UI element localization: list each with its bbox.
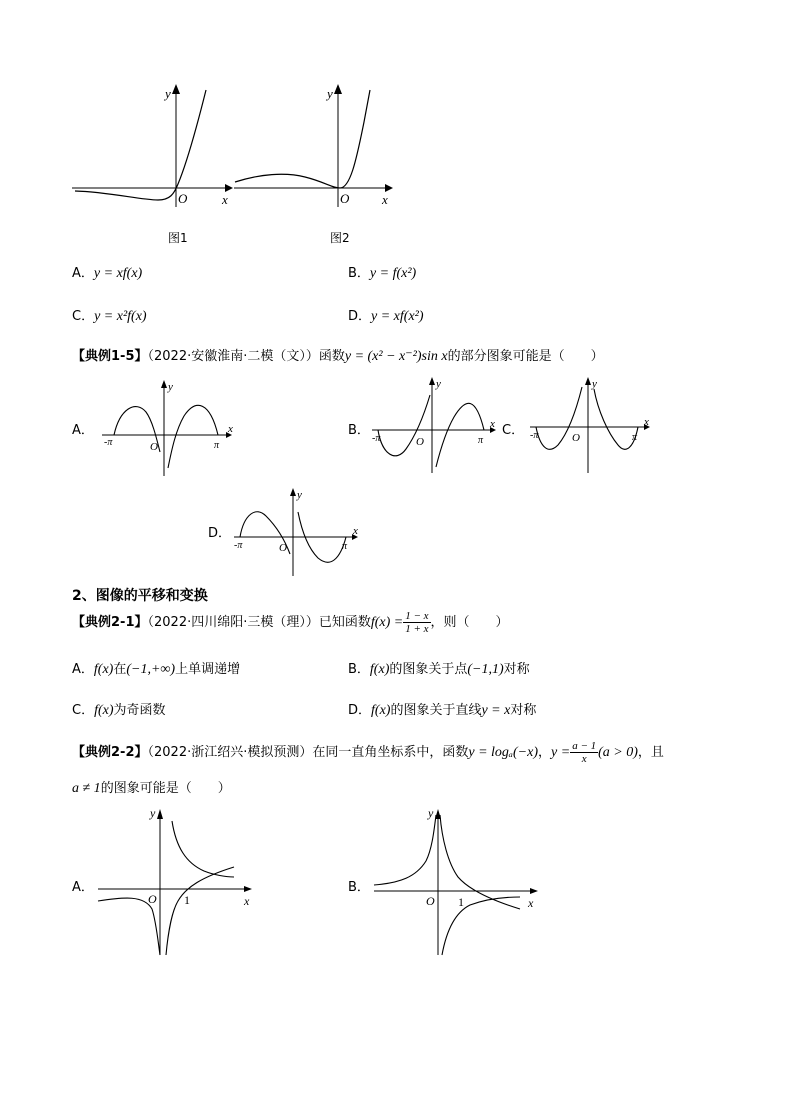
q22b-origin: O <box>426 894 435 908</box>
fig2-caption: 图2 <box>330 231 350 245</box>
q21-fraction: $\frac{1 - x}{1 + x}$ <box>405 610 429 635</box>
q15c-origin: O <box>572 432 580 444</box>
section-2-title: 2、图像的平移和变换 <box>72 588 208 604</box>
q15d-negpi: -π <box>234 540 243 551</box>
q15-graph-c[interactable] <box>528 375 658 475</box>
q15b-origin: O <box>416 436 424 448</box>
q21-option-d[interactable]: D．f(x)的图象关于直线y = x对称 <box>348 703 537 718</box>
fig2-origin-label: O <box>340 191 350 206</box>
figure-2-graph <box>230 82 400 212</box>
q1-option-b[interactable]: B．y = f(x²) <box>348 266 417 281</box>
fig1-caption: 图1 <box>168 231 188 245</box>
q1-option-c[interactable]: C．y = x²f(x) <box>72 309 147 324</box>
q15c-pi: π <box>632 432 638 443</box>
q22a-one: 1 <box>184 893 190 907</box>
q15a-y-label: y <box>168 381 173 393</box>
q15d-y-label: y <box>297 489 302 501</box>
q15a-origin: O <box>150 441 158 453</box>
fig2-y-label: y <box>327 86 333 101</box>
q22a-origin: O <box>148 892 157 906</box>
q15d-x-label: x <box>353 525 358 537</box>
fig2-x-label: x <box>382 192 388 207</box>
fig1-x-label: x <box>222 192 228 207</box>
q22b-one: 1 <box>458 895 464 909</box>
q15-graph-a[interactable] <box>100 378 240 478</box>
q22-fraction: $\frac{a - 1}{x}$ <box>572 740 597 765</box>
q15-label-d[interactable]: D． <box>208 526 232 541</box>
q22-stem-line1: 【典例2-2】（2022·浙江绍兴·模拟预测）在同一直角坐标系中，函数y = logₐ(−x)，y = $\frac{a - 1}{x}$ (a > 0)，且 <box>72 740 664 765</box>
q15b-y-label: y <box>436 378 441 390</box>
q15c-x-label: x <box>644 416 649 428</box>
q22-stem-line2: a ≠ 1的图象可能是（ ） <box>72 781 231 796</box>
q15d-pi: π <box>342 541 348 552</box>
q22-graph-a[interactable] <box>94 805 264 963</box>
q15d-origin: O <box>279 542 287 554</box>
q22-label-b[interactable]: B． <box>348 880 370 895</box>
q15c-y-label: y <box>592 378 597 390</box>
q15b-pi: π <box>478 435 484 446</box>
q15-stem: 【典例1-5】（2022·安徽淮南·二模（文））函数y = (x² − x⁻²)sin x的部分图象可能是（ ） <box>72 349 604 364</box>
q1-option-a[interactable]: A．y = xf(x) <box>72 266 143 281</box>
q15-graph-d[interactable] <box>232 486 367 578</box>
q22-label-a[interactable]: A． <box>72 880 94 895</box>
q22-graph-b[interactable] <box>370 805 540 963</box>
q15-graph-b[interactable] <box>370 375 505 475</box>
q1-option-d[interactable]: D．y = xf(x²) <box>348 309 424 324</box>
q15-label-a[interactable]: A． <box>72 423 94 438</box>
q15a-negpi: -π <box>104 437 113 448</box>
q15c-negpi: -π <box>530 430 539 441</box>
q21-option-a[interactable]: A．f(x)在(−1,+∞)上单调递增 <box>72 662 241 677</box>
q21-option-c[interactable]: C．f(x)为奇函数 <box>72 703 166 718</box>
q22b-y-label: y <box>428 806 434 820</box>
q15b-negpi: -π <box>372 433 381 444</box>
q15a-x-label: x <box>228 423 233 435</box>
q15a-pi: π <box>214 440 220 451</box>
q21-option-b[interactable]: B．f(x)的图象关于点(−1,1)对称 <box>348 662 530 677</box>
fig1-y-label: y <box>165 86 171 101</box>
figure-1-graph <box>70 82 240 212</box>
fig1-origin-label: O <box>178 191 188 206</box>
q21-stem: 【典例2-1】（2022·四川绵阳·三模（理））已知函数f(x) = $\frac{1 - x}{1 + x}$ ，则（ ） <box>72 610 509 635</box>
q15-label-c[interactable]: C． <box>502 423 525 438</box>
q15b-x-label: x <box>490 418 495 430</box>
q15-label-b[interactable]: B． <box>348 423 370 438</box>
q22a-y-label: y <box>150 806 156 820</box>
q22a-x-label: x <box>244 894 250 908</box>
q22b-x-label: x <box>528 896 534 910</box>
